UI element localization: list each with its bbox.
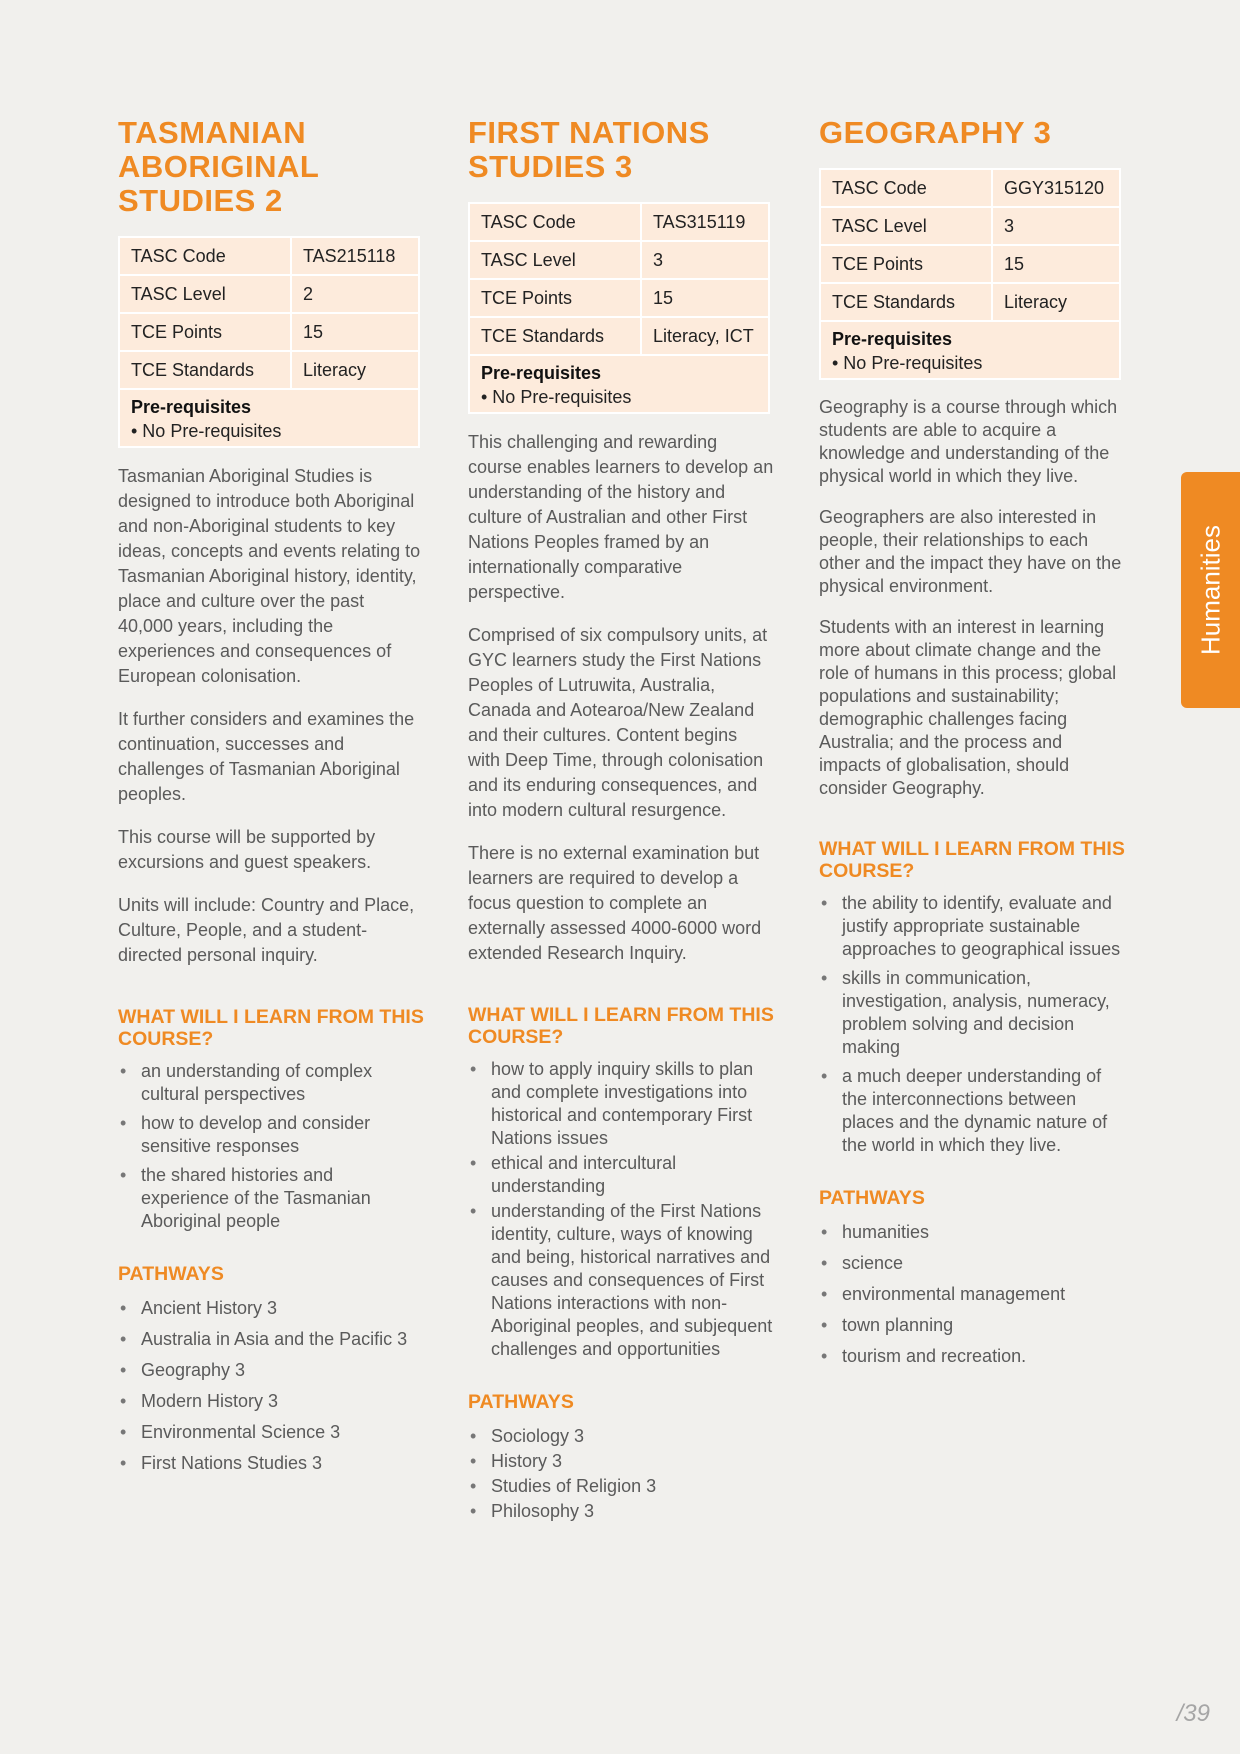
tasc-code-value: TAS215118 [292,238,418,276]
learn-item: • an understanding of complex cultural perspectives [118,1060,424,1106]
learn-item: • how to apply inquiry skills to plan and complete investigations into historical and contemporary First Nations issues [468,1058,774,1150]
course-column-tasmanian-aboriginal-studies [118,116,424,1483]
pathway-item: • History 3 [468,1450,774,1473]
description-paragraph: There is no external examination but learners are required to develop a focus question to complete an externally assessed 4000-6000 word extended Research Inquiry. [468,843,762,963]
course-column-first-nations-studies [468,116,774,1525]
tasc-code-value: TAS315119 [642,204,768,242]
pathway-item: • Philosophy 3 [468,1500,774,1523]
pathways-list [468,1425,774,1523]
tce-points-value: 15 [993,246,1119,284]
prerequisites-cell [821,322,1119,378]
prerequisites-item: • No Pre-requisites [481,387,632,407]
learn-heading: WHAT WILL I LEARN FROM THIS COURSE? [819,838,1125,882]
description-paragraph: It further considers and examines the continuation, successes and challenges of Tasmanian Aboriginal peoples. [118,709,415,804]
course-info-table [468,202,770,414]
course-title: GEOGRAPHY 3 [819,115,1052,150]
tce-points-label: TCE Points [120,314,292,352]
description-paragraph: Units will include: Country and Place, Culture, People, and a student-directed personal inquiry. [118,895,415,965]
pathway-item: • town planning [819,1314,1125,1337]
tasc-code-label: TASC Code [470,204,642,242]
course-title: FIRST NATIONS STUDIES 3 [468,115,710,184]
learn-list [118,1060,424,1233]
prerequisites-item: • No Pre-requisites [131,421,282,441]
pathway-item: • environmental management [819,1283,1125,1306]
tasc-code-label: TASC Code [120,238,292,276]
description-paragraph: Comprised of six compulsory units, at GYC learners study the First Nations Peoples of Lutruwita, Australia, Canada and Aotearoa/New Zealand and their cultures. Content begins with Deep Time, through colonisation and its enduring consequences, and into modern cultural resurgence. [468,625,768,820]
description-paragraph: Tasmanian Aboriginal Studies is designed to introduce both Aboriginal and non-Aboriginal students to key ideas, concepts and events relating to Tasmanian Aboriginal history, identity, place and culture over the past 40,000 years, including the experiences and consequences of European colonisation. [118,466,421,686]
description-paragraph: Geography is a course through which students are able to acquire a knowledge and understanding of the physical world in which they live. [819,397,1118,486]
prerequisites-cell [470,356,768,412]
learn-item: • skills in communication, investigation, analysis, numeracy, problem solving and decision making [819,967,1125,1059]
tce-points-value: 15 [642,280,768,318]
learn-item: • ethical and intercultural understanding [468,1152,774,1198]
prerequisites-item: • No Pre-requisites [832,353,983,373]
page-number: /39 [1176,1700,1210,1727]
learn-heading: WHAT WILL I LEARN FROM THIS COURSE? [118,1006,424,1050]
pathways-list [819,1221,1125,1368]
description-paragraph: Geographers are also interested in people, their relationships to each other and the impact they have on the physical environment. [819,507,1122,596]
tasc-level-label: TASC Level [120,276,292,314]
pathway-item: • Sociology 3 [468,1425,774,1448]
pathway-item: • Studies of Religion 3 [468,1475,774,1498]
pathway-item: • Modern History 3 [118,1390,424,1413]
tce-standards-label: TCE Standards [821,284,993,322]
course-info-table [118,236,420,448]
learn-list [468,1058,774,1361]
section-tab-label: Humanities [1195,524,1225,656]
pathway-item: • Geography 3 [118,1359,424,1382]
tce-standards-value: Literacy [292,352,418,390]
prerequisites-title: Pre-requisites [832,329,953,349]
tce-standards-label: TCE Standards [120,352,292,390]
tce-standards-value: Literacy, ICT [642,318,768,356]
description-paragraph: This challenging and rewarding course enables learners to develop an understanding of the history and culture of Australian and other First Nations Peoples framed by an internationally comparative perspective. [468,432,774,602]
learn-item: • understanding of the First Nations identity, culture, ways of knowing and being, historical narratives and causes and consequences of First Nations interactions with non-Aboriginal peoples, and subjequent challenges and opportunities [468,1200,774,1361]
course-column-geography [819,116,1125,1376]
prerequisites-cell [120,390,418,446]
tasc-level-value: 3 [993,208,1119,246]
learn-item: • a much deeper understanding of the interconnections between places and the dynamic nature of the world in which they live. [819,1065,1125,1157]
tasc-code-value: GGY315120 [993,170,1119,208]
pathway-item: • Australia in Asia and the Pacific 3 [118,1328,424,1351]
tasc-level-label: TASC Level [470,242,642,280]
tce-standards-value: Literacy [993,284,1119,322]
tce-points-label: TCE Points [821,246,993,284]
learn-item: • how to develop and consider sensitive responses [118,1112,424,1158]
tasc-level-value: 3 [642,242,768,280]
pathways-heading: PATHWAYS [118,1263,224,1285]
tce-points-label: TCE Points [470,280,642,318]
tce-points-value: 15 [292,314,418,352]
tasc-level-label: TASC Level [821,208,993,246]
tasc-code-label: TASC Code [821,170,993,208]
pathways-list [118,1297,424,1475]
description-paragraph: This course will be supported by excursions and guest speakers. [118,827,376,872]
pathway-item: • First Nations Studies 3 [118,1452,424,1475]
tasc-level-value: 2 [292,276,418,314]
pathways-heading: PATHWAYS [819,1187,925,1209]
prerequisites-title: Pre-requisites [131,397,252,417]
learn-list [819,892,1125,1157]
pathway-item: • humanities [819,1221,1125,1244]
learn-heading: WHAT WILL I LEARN FROM THIS COURSE? [468,1004,774,1048]
pathway-item: • tourism and recreation. [819,1345,1125,1368]
prerequisites-title: Pre-requisites [481,363,602,383]
humanities-section-tab [1181,472,1240,708]
pathway-item: • science [819,1252,1125,1275]
tce-standards-label: TCE Standards [470,318,642,356]
pathways-heading: PATHWAYS [468,1391,574,1413]
learn-item: • the shared histories and experience of the Tasmanian Aboriginal people [118,1164,424,1233]
learn-item: • the ability to identify, evaluate and justify appropriate sustainable approaches to geographical issues [819,892,1125,961]
pathway-item: • Environmental Science 3 [118,1421,424,1444]
description-paragraph: Students with an interest in learning more about climate change and the role of humans in this process; global populations and sustainability; demographic challenges facing Australia; and the process and impacts of globalisation, should consider Geography. [819,617,1117,798]
course-info-table [819,168,1121,380]
course-title: TASMANIAN ABORIGINAL STUDIES 2 [118,115,319,218]
pathway-item: • Ancient History 3 [118,1297,424,1320]
